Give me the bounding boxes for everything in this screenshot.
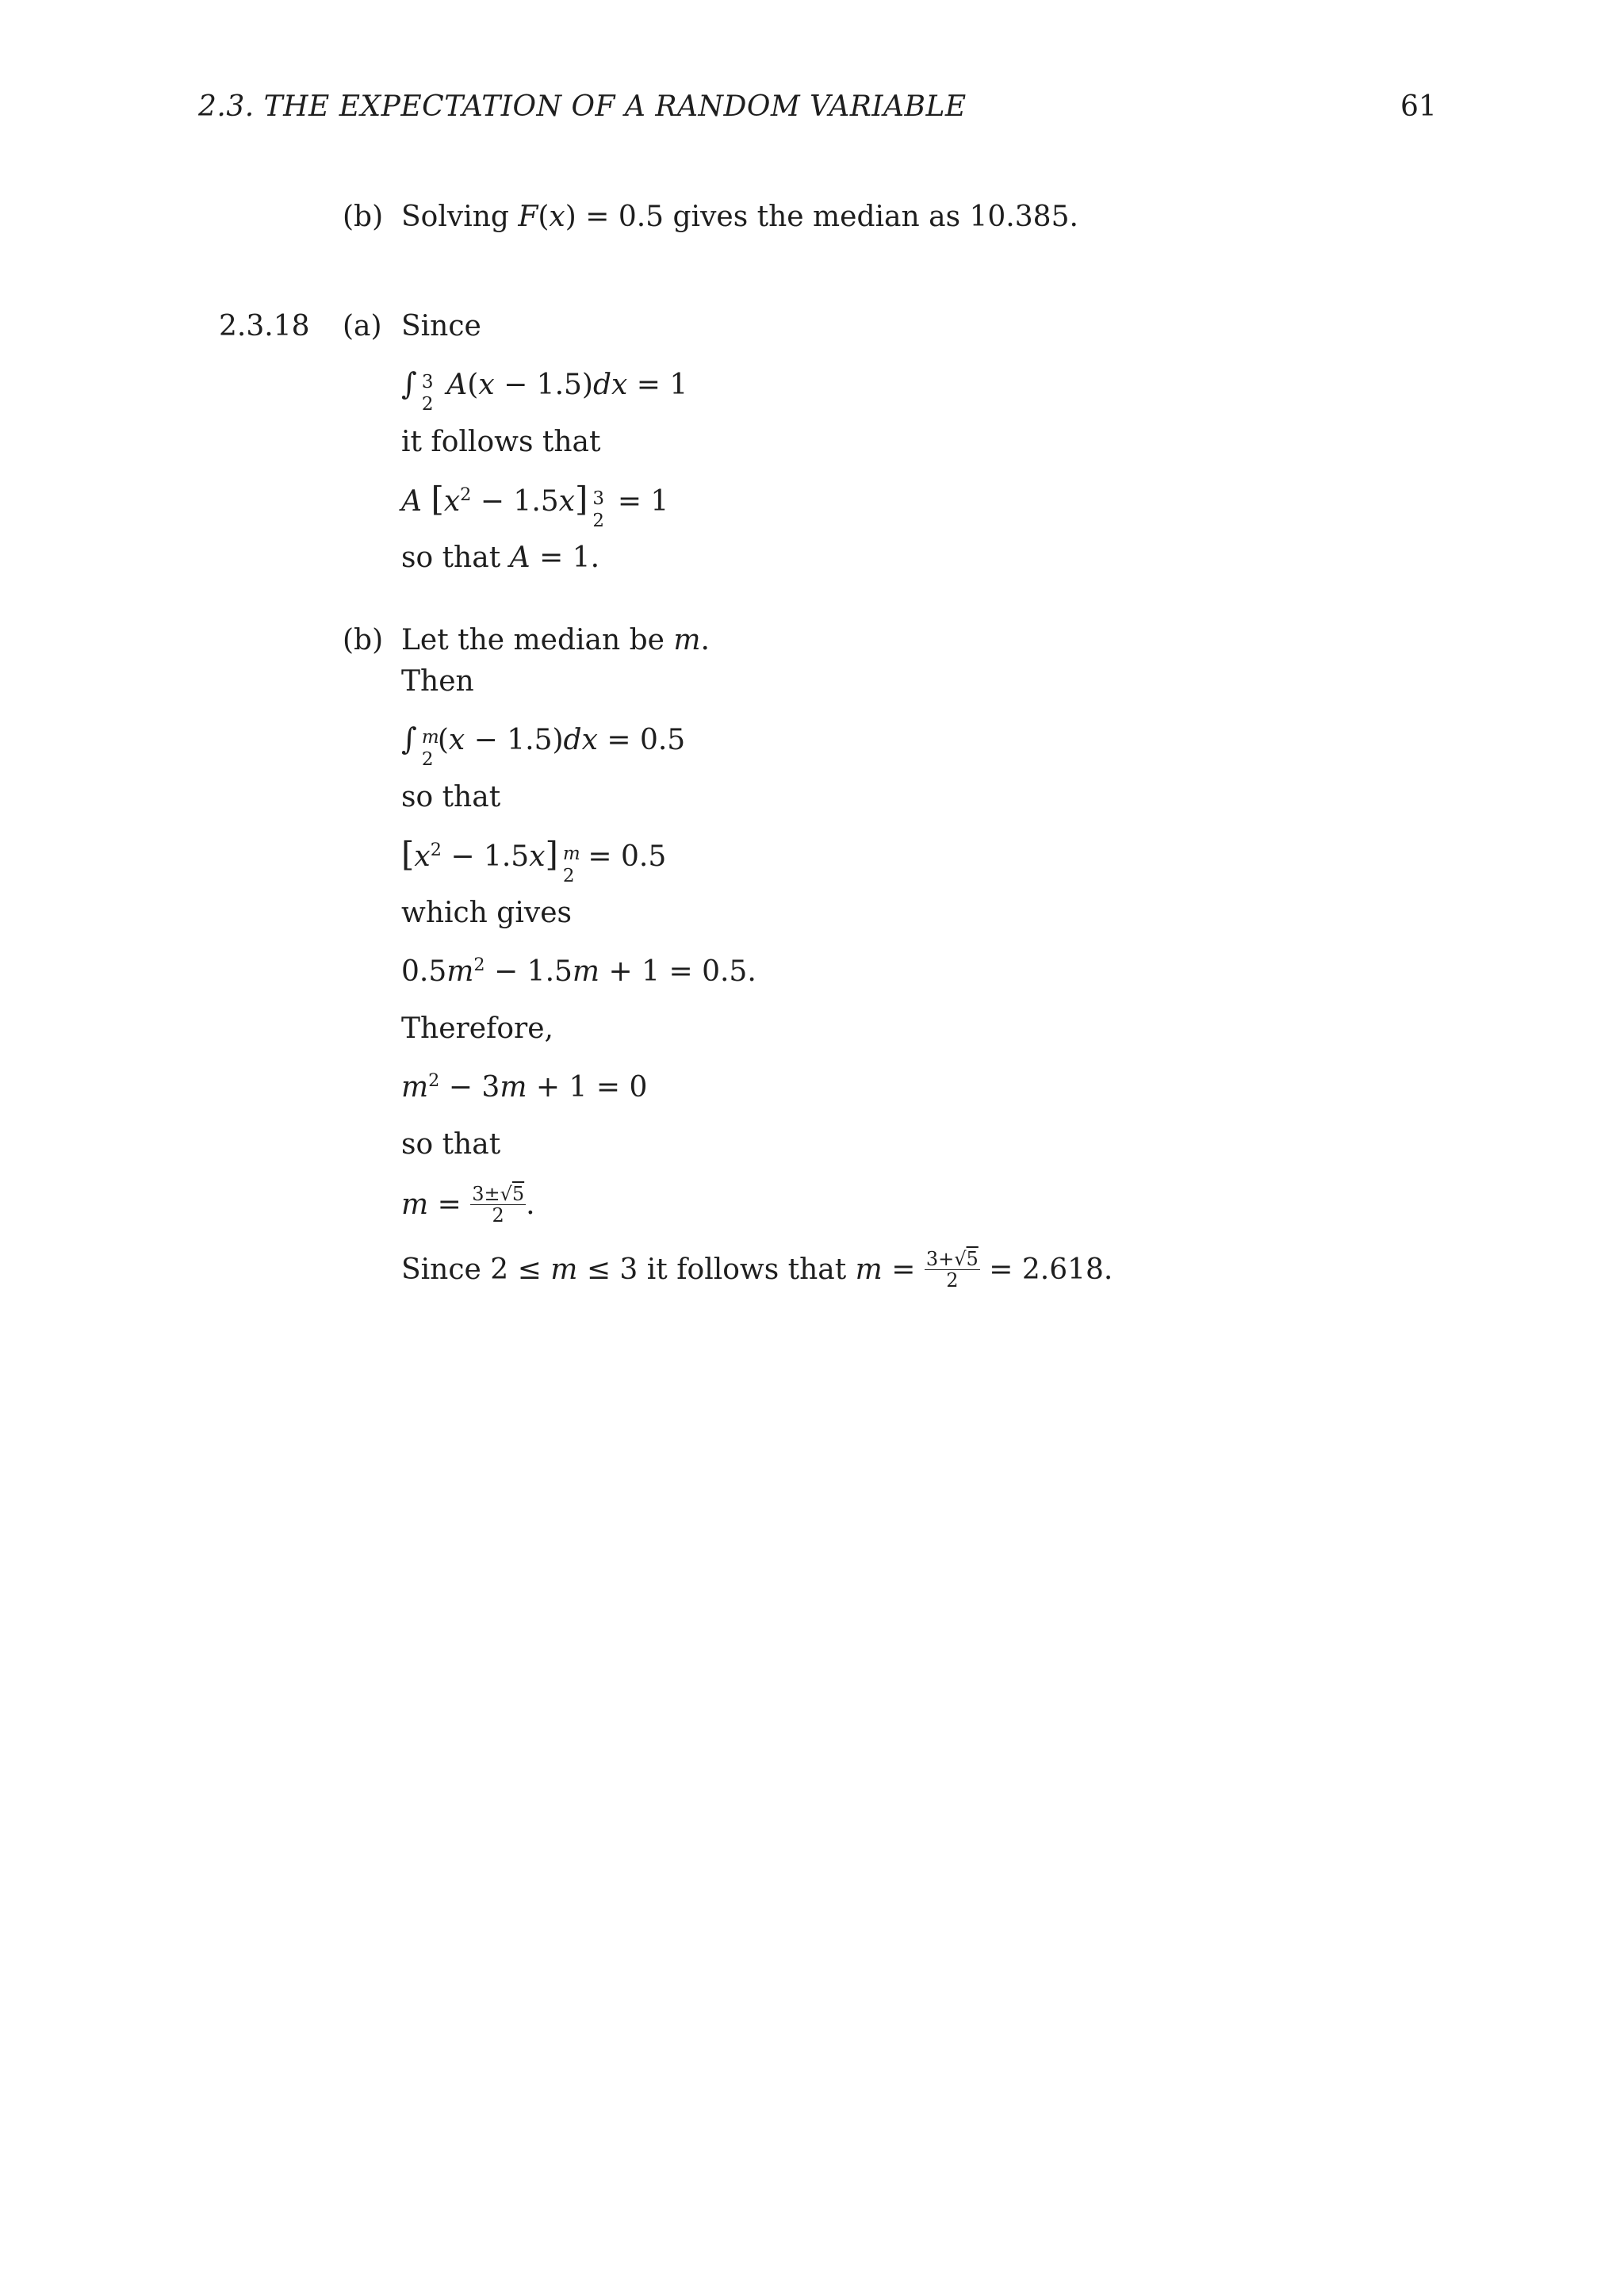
part-b-equation-1: ∫ m 2 (x − 1.5)dx = 0.5 xyxy=(401,721,686,770)
part-b-equation-4: $m^2 - 3m + 1 = 0$ xyxy=(401,1070,648,1104)
part-b-which-gives: which gives xyxy=(401,897,572,929)
part-a-label: (a) xyxy=(343,310,382,342)
part-b-equation-3: $0.5m^2 - 1.5m + 1 = 0.5$. xyxy=(401,955,756,988)
part-b-so-that-2: so that xyxy=(401,1128,501,1161)
part-b-so-that-1: so that xyxy=(401,781,501,813)
part-a-equation-1: ∫ 3 2 A(x − 1.5)dx = 1 xyxy=(401,366,688,415)
part-b-therefore: Therefore, xyxy=(401,1012,553,1045)
part-a-equation-2: A $[x^2 - 1.5x]$ 3 2 = 1 xyxy=(401,480,669,531)
part-b-equation-2: $[x^2 - 1.5x]$ m 2 = 0.5 xyxy=(401,835,667,886)
part-b-equation-5: m = $\frac{3\pm√5}{2}$ . xyxy=(401,1183,535,1226)
part-a-since: Since xyxy=(401,310,481,342)
part-a-follows: it follows that xyxy=(401,426,601,458)
running-title: 2.3. THE EXPECTATION OF A RANDOM VARIABLE xyxy=(198,90,967,123)
part-b-final: Since 2 ≤ m ≤ 3 it follows that m = $\frac{3+√5}{2}$ = 2.618. xyxy=(401,1248,1113,1292)
part-b-label: (b) xyxy=(343,624,384,656)
prev-part-b-text: Solving F(x) = 0.5 gives the median as 10.385. xyxy=(401,201,1078,233)
part-b-let: Let the median be m. xyxy=(401,624,710,656)
prev-part-b-label: (b) xyxy=(343,201,384,233)
page-number: 61 xyxy=(1400,90,1437,123)
problem-number: 2.3.18 xyxy=(219,310,310,342)
part-b-then: Then xyxy=(401,665,474,698)
part-a-conclusion: so that A = 1. xyxy=(401,541,600,574)
